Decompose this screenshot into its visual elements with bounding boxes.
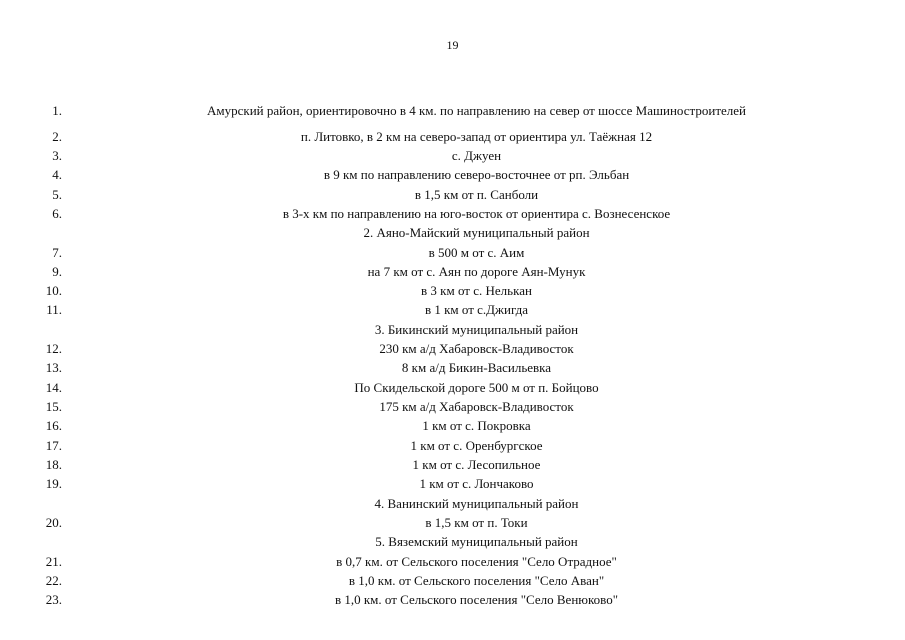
item-text: в 3-х км по направлению на юго-восток от ориентира с. Вознесенское: [282, 206, 671, 221]
list-item: [0, 474, 905, 493]
item-number: 13.: [45, 360, 62, 375]
item-text: в 0,7 км. от Сельского поселения "Село Отрадное": [336, 554, 617, 569]
list-item: [0, 262, 905, 281]
page-number: 19: [446, 38, 459, 52]
list-item: [0, 378, 905, 397]
item-number: 15.: [45, 399, 62, 414]
item-text: По Скидельской дороге 500 м от п. Бойцово: [354, 380, 599, 395]
list-item: [0, 204, 905, 223]
item-text: на 7 км от с. Аян по дороге Аян-Мунук: [367, 264, 586, 279]
item-number: 1.: [52, 103, 62, 118]
item-number: 9.: [52, 264, 62, 279]
list-item: [0, 436, 905, 455]
item-number: 22.: [45, 573, 62, 588]
list-item: [0, 165, 905, 184]
item-text: 230 км а/д Хабаровск-Владивосток: [379, 341, 574, 356]
item-number: 11.: [46, 302, 62, 317]
list-item: [0, 455, 905, 474]
item-text: в 500 м от с. Аим: [428, 245, 525, 260]
section-heading: [0, 223, 905, 242]
item-text: в 1,5 км от п. Санболи: [414, 187, 539, 202]
item-text: в 1 км от с.Джигда: [424, 302, 529, 317]
item-text: в 9 км по направлению северо-восточнее от рп. Эльбан: [323, 167, 630, 182]
item-number: 12.: [45, 341, 62, 356]
list-item: [0, 127, 905, 146]
item-number: 19.: [45, 476, 62, 491]
item-number: 10.: [45, 283, 62, 298]
list-item: [0, 416, 905, 435]
item-text: Амурский район, ориентировочно в 4 км. по направлению на север от шоссе Машиностроителей: [207, 103, 746, 118]
section-heading: [0, 494, 905, 513]
list-item: [0, 397, 905, 416]
item-number: 16.: [45, 418, 62, 433]
item-number: 14.: [45, 380, 62, 395]
list-item: [0, 243, 905, 262]
item-number: 3.: [52, 148, 62, 163]
item-text: в 1,5 км от п. Токи: [425, 515, 528, 530]
item-number: 4.: [52, 167, 62, 182]
item-text: 1 км от с. Лесопильное: [412, 457, 541, 472]
section-heading: [0, 320, 905, 339]
list-item: [0, 513, 905, 532]
section-heading-text: 4. Ванинский муниципальный район: [374, 496, 579, 511]
section-heading: [0, 532, 905, 551]
list-item: [0, 590, 905, 609]
item-number: 7.: [52, 245, 62, 260]
list-item: [0, 339, 905, 358]
item-number: 17.: [45, 438, 62, 453]
list-item: [0, 571, 905, 590]
item-text: 1 км от с. Оренбургское: [410, 438, 543, 453]
item-text: в 1,0 км. от Сельского поселения "Село Аван": [348, 573, 605, 588]
item-number: 18.: [45, 457, 62, 472]
item-text: с. Джуен: [451, 148, 502, 163]
item-number: 21.: [45, 554, 62, 569]
item-text: 1 км от с. Покровка: [422, 418, 531, 433]
item-text: в 3 км от с. Нелькан: [421, 283, 532, 298]
section-heading-text: 3. Бикинский муниципальный район: [374, 322, 579, 337]
item-text: 8 км а/д Бикин-Васильевка: [401, 360, 552, 375]
list-item: [0, 300, 905, 319]
list-item: [0, 358, 905, 377]
list-item: [0, 281, 905, 300]
item-text: в 1,0 км. от Сельского поселения "Село Венюково": [334, 592, 619, 607]
item-text: 175 км а/д Хабаровск-Владивосток: [379, 399, 574, 414]
list-item: [0, 146, 905, 165]
list-item: [0, 552, 905, 571]
section-heading-text: 5. Вяземский муниципальный район: [375, 534, 578, 549]
item-number: 20.: [45, 515, 62, 530]
item-number: 2.: [52, 129, 62, 144]
item-text: п. Литовко, в 2 км на северо-запад от ориентира ул. Таёжная 12: [300, 129, 653, 144]
list-item: [0, 185, 905, 204]
item-number: 23.: [45, 592, 62, 607]
section-heading-text: 2. Аяно-Майский муниципальный район: [363, 225, 590, 240]
item-number: 6.: [52, 206, 62, 221]
item-number: 5.: [52, 187, 62, 202]
item-text: 1 км от с. Лончаково: [419, 476, 534, 491]
list-item: [0, 101, 905, 120]
